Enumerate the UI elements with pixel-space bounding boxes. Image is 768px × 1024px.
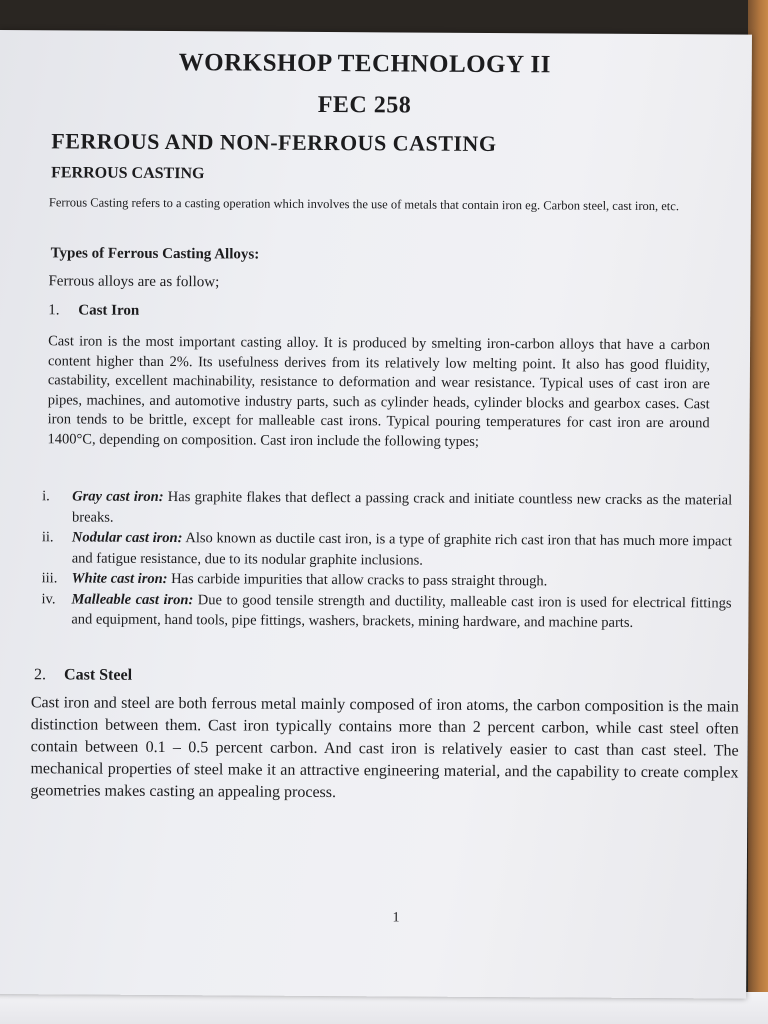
document-content [0, 30, 752, 999]
list-term: Gray cast iron: [72, 488, 164, 506]
list-desc: Also known as ductile cast iron, is a type of graphite rich cast iron that has much more impact and fatigue resistance, due to its nodular graphite inclusions. [71, 530, 732, 569]
list-term: Malleable cast iron: [71, 590, 194, 608]
section-heading: FERROUS CASTING [51, 164, 205, 183]
list-term: Nodular cast iron: [71, 529, 183, 547]
list-item [42, 527, 732, 572]
list-desc: Due to good tensile strength and ductility, malleable cast iron is used for electrical fittings and equipment, hand tools, pipe fittings, washers, brackets, mining hardware, and machine parts. [71, 591, 732, 631]
list-marker: iv. [41, 590, 56, 607]
cast-iron-paragraph: Cast iron is the most important casting alloy. It is produced by smelting iron-carbon alloys that have a carbon content higher than 2%. Its usefulness derives from its relatively low melting point. It also has good fluidity, castability, excellent machinability, resistance to deformation and wear resistance. Typical uses of cast iron are pipes, machines, and automotive industry parts, such as cylinder heads, cylinder blocks and gearbox cases. Cast iron tends to be brittle, except for malleable cast irons. Typical pouring temperatures for cast iron are around 1400°C, depending on composition. Cast iron include the following types; [47, 333, 711, 450]
course-code: FEC 258 [317, 91, 412, 119]
intro-paragraph: Ferrous Casting refers to a casting operation which involves the use of metals that contain iron eg. Carbon steel, cast iron, etc. [48, 195, 680, 214]
document-subtitle: FERROUS AND NON-FERROUS CASTING [51, 128, 497, 157]
cast-steel-paragraph: Cast iron and steel are both ferrous metal mainly composed of iron atoms, the carbon composition is the main distinction between them. Cast iron typically contains more than 2 percent carbon, while cast steel often contain between 0.1 – 0.5 percent carbon. And cast iron is relatively easier to cast than cast steel. The mechanical properties of steel make it an attractive engineering material, and the capability to create complex geometries makes casting an appealing process. [30, 694, 739, 802]
page-number: 1 [392, 910, 400, 926]
cast-iron-types-list [41, 486, 732, 634]
list-text [72, 527, 732, 572]
list-marker: ii. [41, 529, 54, 546]
cast-steel-heading [34, 666, 132, 685]
list-marker: iii. [41, 570, 58, 587]
types-intro: Ferrous alloys are as follow; [48, 273, 220, 291]
list-term: White cast iron: [71, 570, 168, 588]
list-text [71, 589, 731, 634]
cast-iron-title: Cast Iron [78, 302, 140, 319]
cast-steel-number: 2. [34, 666, 47, 684]
list-desc: Has carbide impurities that allow cracks to pass straight through. [167, 571, 548, 590]
cast-steel-title: Cast Steel [64, 666, 133, 684]
list-item [42, 486, 732, 531]
list-marker: i. [42, 488, 50, 505]
types-heading: Types of Ferrous Casting Alloys: [50, 245, 260, 263]
list-desc: Has graphite flakes that deflect a passing crack and initiate countless new cracks as the material breaks. [71, 489, 733, 526]
document-title: WORKSHOP TECHNOLOGY II [178, 49, 551, 79]
document-page [0, 30, 752, 999]
list-text [72, 486, 732, 531]
cast-iron-number: 1. [48, 302, 60, 319]
list-item [41, 589, 731, 634]
cast-iron-heading [48, 302, 139, 320]
